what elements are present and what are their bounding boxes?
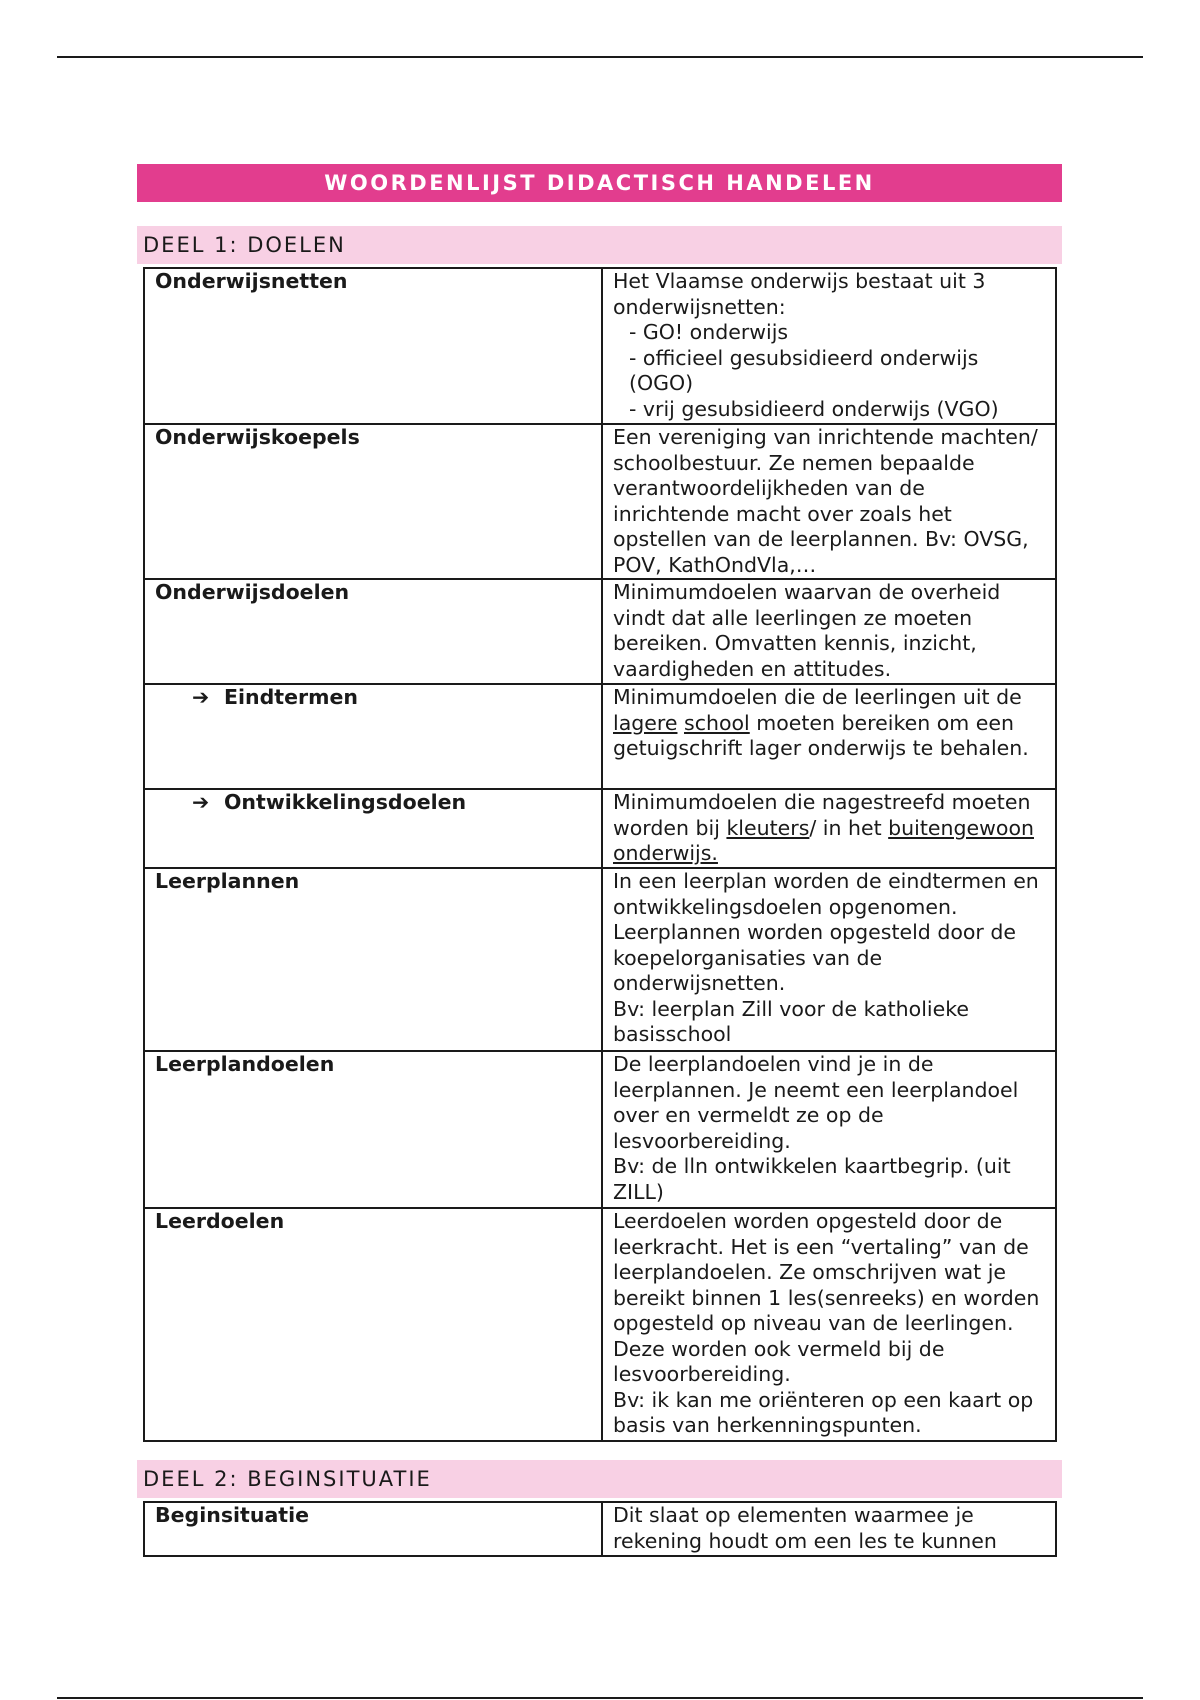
table-row bbox=[144, 868, 1056, 1051]
term-label: Eindtermen bbox=[224, 685, 358, 709]
list-item: - vrij gesubsidieerd onderwijs (VGO) bbox=[629, 396, 999, 421]
example-text: Bv: de lln ontwikkelen kaartbegrip. (uit ZILL) bbox=[613, 1154, 1011, 1204]
definition-text: / in het bbox=[809, 815, 889, 840]
term-cell: Beginsituatie bbox=[144, 1502, 602, 1556]
definition-text: De leerplandoelen vind je in de leerplannen. Je neemt een leerplandoel over en vermeldt ze op de lesvoorbereiding. bbox=[613, 1052, 1019, 1153]
underlined-text: kleuters bbox=[726, 815, 810, 840]
definition-cell bbox=[602, 1051, 1056, 1208]
table-row bbox=[144, 1051, 1056, 1208]
term-cell: Leerplandoelen bbox=[144, 1051, 602, 1208]
underlined-text: buitengewoon onderwijs. bbox=[613, 815, 1034, 865]
definition-text: Minimumdoelen die nagestreefd moeten worden bij bbox=[613, 790, 1031, 840]
term-cell bbox=[144, 684, 602, 789]
term-cell bbox=[144, 789, 602, 868]
definition-cell bbox=[602, 868, 1056, 1051]
arrow-right-icon: ➔ bbox=[192, 685, 210, 709]
table-row bbox=[144, 789, 1056, 868]
section-heading-beginsituatie: DEEL 2: BEGINSITUATIE bbox=[137, 1460, 1062, 1498]
term-label: Ontwikkelingsdoelen bbox=[224, 790, 467, 814]
definition-cell: Een vereniging van inrichtende machten/ schoolbestuur. Ze nemen bepaalde verantwoordelijkheden van de inrichtende macht over zoals het opstellen van de leerplannen. Bv: OVSG, POV, KathOndVla,… bbox=[602, 424, 1056, 579]
header-rule bbox=[57, 56, 1143, 58]
example-text: Bv: ik kan me oriënteren op een kaart op basis van herkenningspunten. bbox=[613, 1387, 1034, 1437]
table-row bbox=[144, 579, 1056, 684]
underlined-text: lagere bbox=[613, 710, 678, 735]
table-row bbox=[144, 1502, 1056, 1556]
definition-cell: Minimumdoelen waarvan de overheid vindt dat alle leerlingen ze moeten bereiken. Omvatten kennis, inzicht, vaardigheden en attitudes. bbox=[602, 579, 1056, 684]
term-cell: Leerdoelen bbox=[144, 1208, 602, 1441]
arrow-right-icon: ➔ bbox=[192, 790, 210, 814]
definition-cell bbox=[602, 789, 1056, 868]
definition-cell: Dit slaat op elementen waarmee je rekening houdt om een les te kunnen bbox=[602, 1502, 1056, 1556]
example-text: Bv: leerplan Zill voor de katholieke basisschool bbox=[613, 996, 969, 1046]
table-row bbox=[144, 684, 1056, 789]
definition-cell bbox=[602, 268, 1056, 424]
section-heading-doelen: DEEL 1: DOELEN bbox=[137, 226, 1062, 264]
definition-text: In een leerplan worden de eindtermen en ontwikkelingsdoelen opgenomen. Leerplannen worden opgesteld door de koepelorganisaties van de onderwijsnetten. bbox=[613, 869, 1039, 995]
definition-text: Leerdoelen worden opgesteld door de leerkracht. Het is een “vertaling” van de leerplandoelen. Ze omschrijven wat je bereikt binnen 1 les(senreeks) en worden opgesteld op niveau van de leerlingen. Deze worden ook vermeld bij de lesvoorbereiding. bbox=[613, 1209, 1040, 1386]
term-cell: Onderwijsnetten bbox=[144, 268, 602, 424]
definition-cell bbox=[602, 1208, 1056, 1441]
definition-cell bbox=[602, 684, 1056, 789]
list-item: - officieel gesubsidieerd onderwijs (OGO) bbox=[629, 345, 979, 395]
definition-text: Minimumdoelen die de leerlingen uit de bbox=[613, 685, 1022, 709]
table-row bbox=[144, 1208, 1056, 1441]
glossary-table-beginsituatie bbox=[143, 1501, 1057, 1557]
footer-rule bbox=[57, 1697, 1143, 1699]
glossary-table-doelen bbox=[143, 267, 1057, 1442]
term-cell: Onderwijskoepels bbox=[144, 424, 602, 579]
document-title: WOORDENLIJST DIDACTISCH HANDELEN bbox=[137, 164, 1062, 202]
underlined-text: school bbox=[684, 710, 750, 735]
definition-text: moeten bereiken om een getuigschrift lager onderwijs te behalen. bbox=[613, 710, 1029, 760]
term-cell: Leerplannen bbox=[144, 868, 602, 1051]
table-row bbox=[144, 424, 1056, 579]
table-row bbox=[144, 268, 1056, 424]
list-item: - GO! onderwijs bbox=[629, 320, 789, 344]
definition-intro: Het Vlaamse onderwijs bestaat uit 3 onderwijsnetten: bbox=[613, 269, 986, 319]
term-cell: Onderwijsdoelen bbox=[144, 579, 602, 684]
